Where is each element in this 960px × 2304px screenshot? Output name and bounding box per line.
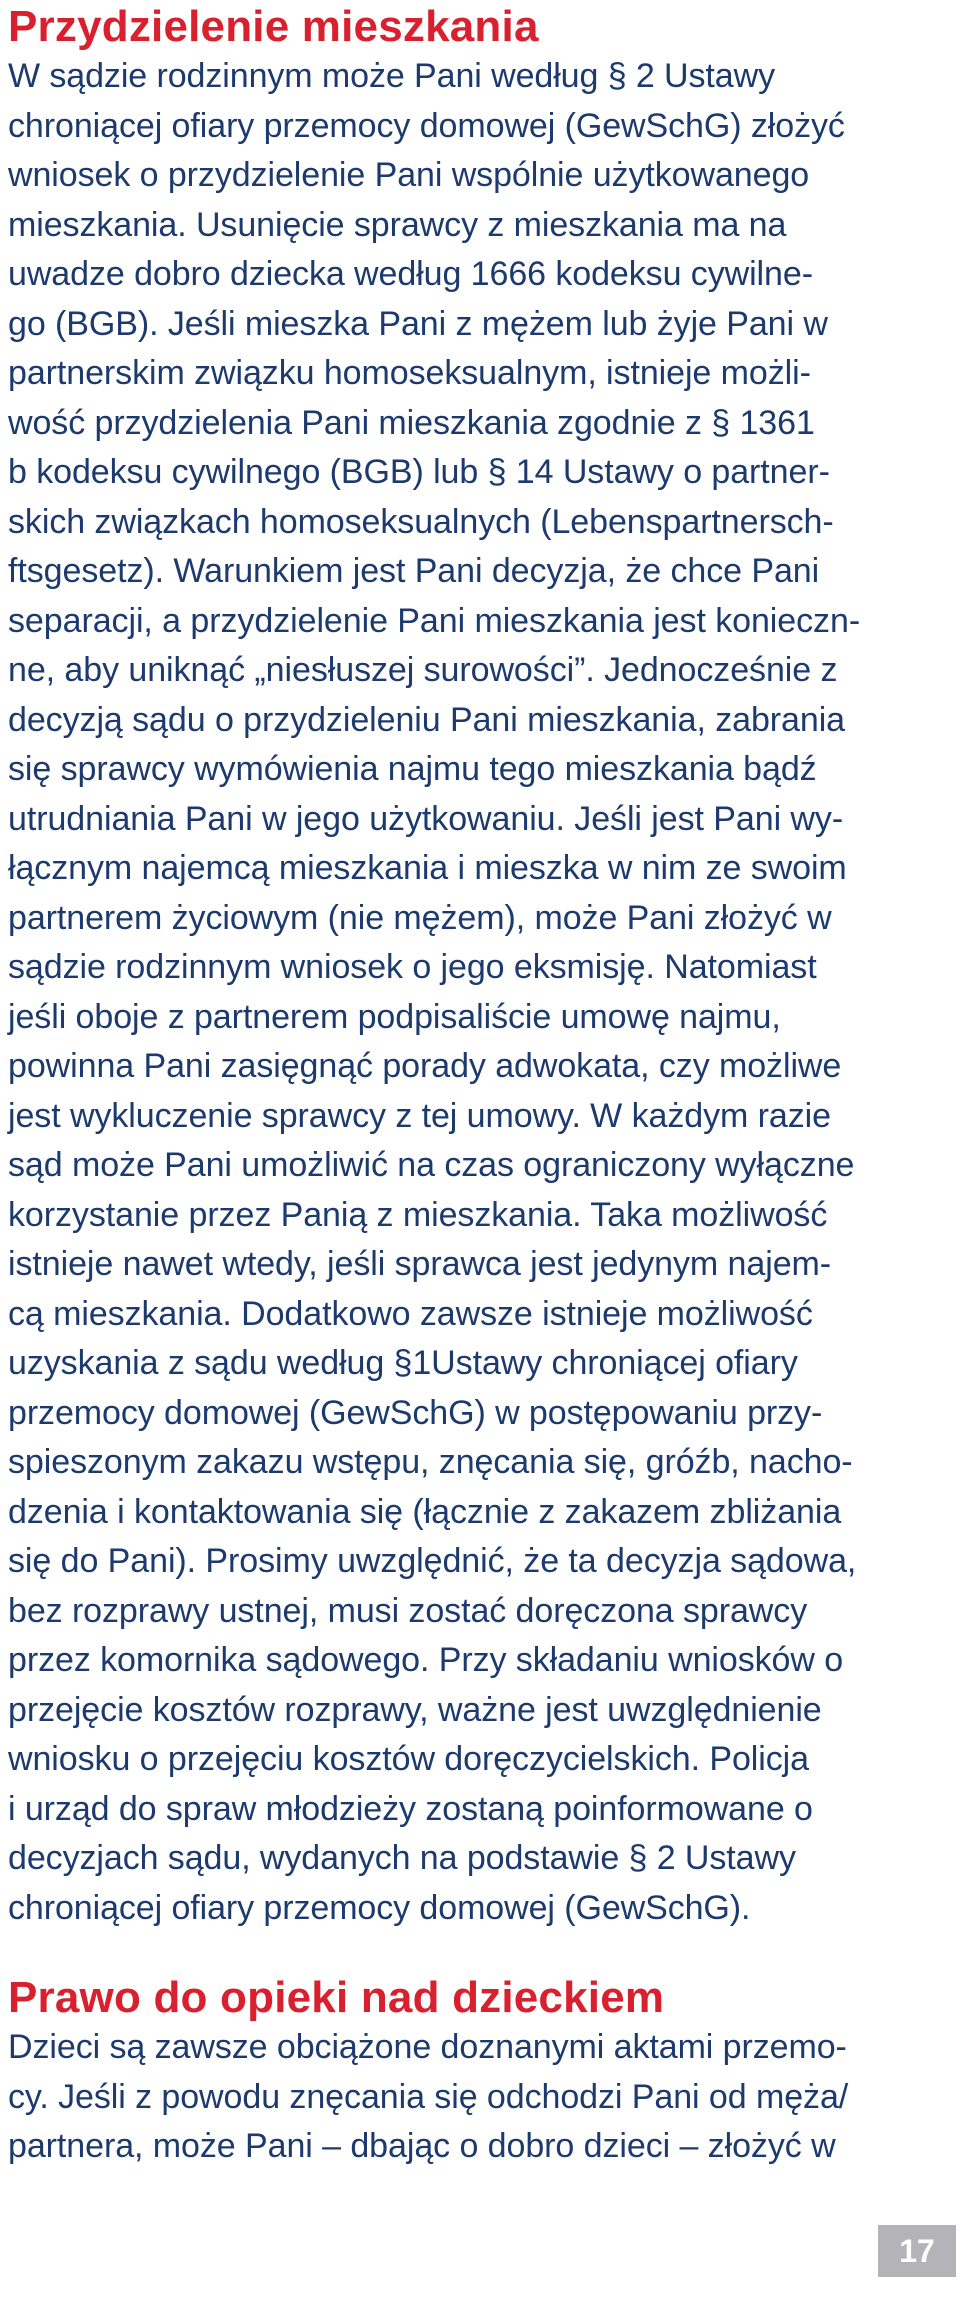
paragraph-line: separacji, a przydzielenie Pani mieszkania jest konieczn- (8, 601, 861, 640)
section-heading: Przydzielenie mieszkania (8, 2, 539, 51)
paragraph-line: partnerskim związku homoseksualnym, istnieje możli- (8, 354, 811, 392)
paragraph-line: utrudniania Pani w jego użytkowaniu. Jeśli jest Pani wy- (8, 799, 844, 838)
paragraph-line: jest wykluczenie sprawcy z tej umowy. W każdym razie (8, 1096, 831, 1135)
paragraph-line: uzyskania z sądu według §1Ustawy chroniącej ofiary (8, 1344, 798, 1382)
paragraph-line: przez komornika sądowego. Przy składaniu wniosków o (8, 1641, 844, 1679)
paragraph-line: mieszkania. Usunięcie sprawcy z mieszkania ma na (8, 205, 787, 244)
paragraph-line: go (BGB). Jeśli mieszka Pani z mężem lub żyje Pani w (8, 304, 828, 343)
paragraph-line: skich związkach homoseksualnych (Lebenspartnersch- (8, 502, 834, 541)
paragraph-line: sądzie rodzinnym wniosek o jego eksmisję. Natomiast (8, 948, 817, 986)
paragraph-line: ftsgesetz). Warunkiem jest Pani decyzja, że chce Pani (8, 552, 820, 590)
paragraph-line: cy. Jeśli z powodu znęcania się odchodzi Pani od męża/ (8, 2077, 849, 2116)
paragraph-line: wość przydzielenia Pani mieszkania zgodnie z § 1361 (8, 403, 815, 442)
paragraph-line: spieszonym zakazu wstępu, znęcania się, gróźb, nacho- (8, 1443, 853, 1481)
paragraph-line: uwadze dobro dziecka według 1666 kodeksu cywilne- (8, 255, 813, 293)
paragraph-line: Dzieci są zawsze obciążone doznanymi aktami przemo- (8, 2028, 847, 2066)
paragraph-line: b kodeksu cywilnego (BGB) lub § 14 Ustawy o partner- (8, 453, 830, 491)
paragraph-line: powinna Pani zasięgnąć porady adwokata, czy możliwe (8, 1047, 842, 1085)
paragraph-line: bez rozprawy ustnej, musi zostać doręczona sprawcy (8, 1591, 808, 1630)
paragraph-line: się do Pani). Prosimy uwzględnić, że ta decyzja sądowa, (8, 1542, 857, 1580)
paragraph-line: chroniącej ofiary przemocy domowej (GewSchG). (8, 1888, 751, 1927)
paragraph-line: wniosek o przydzielenie Pani wspólnie użytkowanego (8, 156, 810, 194)
paragraph-line: dzenia i kontaktowania się (łącznie z zakazem zbliżania (8, 1492, 842, 1531)
paragraph-line: sąd może Pani umożliwić na czas ograniczony wyłączne (8, 1146, 855, 1184)
paragraph-line: decyzjach sądu, wydanych na podstawie § 2 Ustawy (8, 1839, 796, 1877)
paragraph-line: jeśli oboje z partnerem podpisaliście umowę najmu, (8, 997, 781, 1036)
section-heading: Prawo do opieki nad dzieckiem (8, 1973, 665, 2022)
paragraph-line: się sprawcy wymówienia najmu tego mieszkania bądź (8, 750, 817, 788)
section-body (8, 52, 948, 1933)
paragraph-line: partnerem życiowym (nie mężem), może Pani złożyć w (8, 898, 832, 937)
paragraph-line: łącznym najemcą mieszkania i mieszka w nim ze swoim (8, 849, 847, 887)
paragraph-line: przemocy domowej (GewSchG) w postępowaniu przy- (8, 1393, 823, 1432)
paragraph-line: i urząd do spraw młodzieży zostaną poinformowane o (8, 1789, 813, 1828)
document-page (8, 0, 948, 2172)
section-body (8, 2023, 948, 2172)
paragraph-line: partnera, może Pani – dbając o dobro dzieci – złożyć w (8, 2127, 836, 2165)
paragraph-line: chroniącej ofiary przemocy domowej (GewSchG) złożyć (8, 106, 845, 145)
paragraph-line: istnieje nawet wtedy, jeśli sprawca jest jedynym najem- (8, 1245, 832, 1283)
page-number: 17 (878, 2225, 956, 2277)
paragraph-line: przejęcie kosztów rozprawy, ważne jest uwzględnienie (8, 1690, 822, 1729)
paragraph-line: wniosku o przejęciu kosztów doręczycielskich. Policja (8, 1740, 809, 1778)
paragraph-line: ne, aby uniknąć „niesłuszej surowości”. Jednocześnie z (8, 651, 838, 689)
paragraph-line: decyzją sądu o przydzieleniu Pani mieszkania, zabrania (8, 700, 846, 739)
paragraph-line: korzystanie przez Panią z mieszkania. Taka możliwość (8, 1195, 828, 1234)
paragraph-line: cą mieszkania. Dodatkowo zawsze istnieje możliwość (8, 1294, 813, 1333)
paragraph-line: W sądzie rodzinnym może Pani według § 2 Ustawy (8, 57, 775, 95)
